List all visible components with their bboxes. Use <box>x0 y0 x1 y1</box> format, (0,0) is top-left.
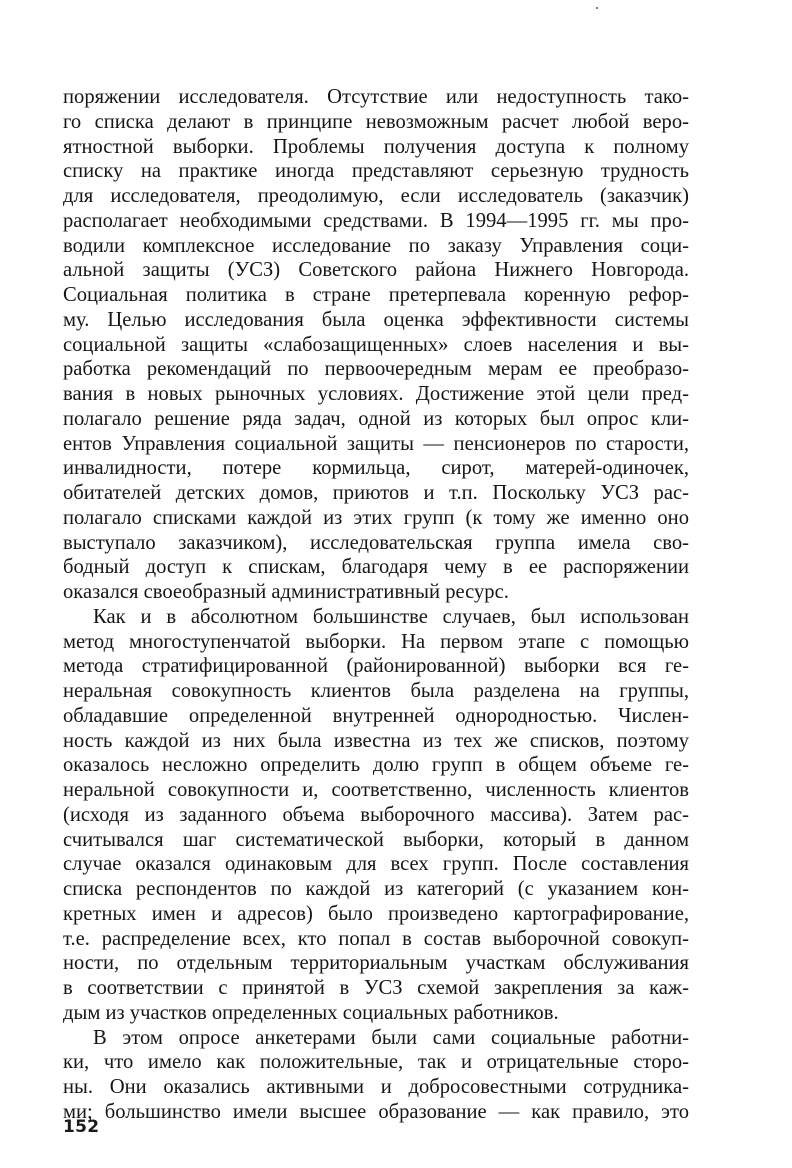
text-line: го списка делают в принципе невозможным расчет любой веро- <box>63 110 689 133</box>
text-line: случае оказался одинаковым для всех групп. После составления <box>63 853 689 876</box>
text-line: (исходя из заданного объема выборочного массива). Затем рас- <box>63 803 689 826</box>
text-line: работка рекомендаций по первоочередным мерам ее преобразо- <box>63 358 689 381</box>
text-line: для исследователя, преодолимую, если исследователь (заказчик) <box>63 185 689 207</box>
text-line: ность каждой из них была известна из тех же списков, поэтому <box>63 729 689 752</box>
text-line: дым из участков определенных социальных работников. <box>63 1001 559 1024</box>
text-line: списка респондентов по каждой из категорий (с указанием кон- <box>63 878 689 900</box>
text-line: ентов Управления социальной защиты — пенсионеров по старости, <box>63 432 689 455</box>
page-number: 152 <box>63 1117 100 1137</box>
text-line: водили комплексное исследование по заказу Управления соци- <box>63 234 689 257</box>
text-line: Как и в абсолютном большинстве случаев, был использован <box>93 605 689 628</box>
text-line: бодный доступ к спискам, благодаря чему в ее распоряжении <box>63 556 689 579</box>
text-line: ми; большинство имели высшее образование — как правило, это <box>63 1100 689 1123</box>
paragraph-1 <box>63 85 689 605</box>
text-line: обитателей детских домов, приютов и т.п. Поскольку УСЗ рас- <box>63 482 689 504</box>
paragraph-3 <box>63 1026 689 1125</box>
text-line: неральной совокупности и, соответственно, численность клиентов <box>63 779 689 801</box>
text-line: социальной защиты «слабозащищенных» слоев населения и вы- <box>63 333 689 356</box>
text-line: располагает необходимыми средствами. В 1994—1995 гг. мы про- <box>63 209 689 232</box>
text-line: обладавшие определенной внутренней однородностью. Числен- <box>63 704 689 727</box>
text-line: выступало заказчиком), исследовательская группа имела сво- <box>63 531 689 554</box>
text-line: ки, что имело как положительные, так и отрицательные сторо- <box>63 1051 689 1074</box>
text-line: полагало списками каждой из этих групп (к тому же именно оно <box>63 506 689 529</box>
text-line: неральная совокупность клиентов была разделена на группы, <box>63 680 689 702</box>
text-line: ности, по отдельным территориальным участкам обслуживания <box>63 952 689 975</box>
text-line: В этом опросе анкетерами были сами социальные работни- <box>93 1026 689 1049</box>
text-line: альной защиты (УСЗ) Советского района Нижнего Новгорода. <box>63 259 689 282</box>
text-line: в соответствии с принятой в УСЗ схемой закрепления за каж- <box>63 977 689 999</box>
paragraph-2 <box>63 605 689 1026</box>
text-line: списку на практике иногда представляют серьезную трудность <box>63 160 689 183</box>
text-line: т.е. распределение всех, кто попал в состав выборочной совокуп- <box>63 927 689 950</box>
text-line: ны. Они оказались активными и добросовестными сотрудника- <box>63 1076 689 1098</box>
text-line: метод многоступенчатой выборки. На первом этапе с помощью <box>63 630 689 653</box>
text-line: инвалидности, потере кормильца, сирот, матерей-одиночек, <box>63 457 689 480</box>
text-line: полагало решение ряда задач, одной из которых был опрос кли- <box>63 407 689 430</box>
text-line: поряжении исследователя. Отсутствие или недоступность тако- <box>63 86 689 108</box>
page-body <box>63 85 689 1125</box>
text-line: метода стратифицированной (районированной) выборки вся ге- <box>63 655 689 678</box>
text-line: считывался шаг систематической выборки, который в данном <box>63 828 689 851</box>
text-line: Социальная политика в стране претерпевала коренную рефор- <box>63 284 689 306</box>
scan-speck <box>596 7 598 9</box>
text-line: кретных имен и адресов) было произведено картографирование, <box>63 902 689 925</box>
text-line: му. Целью исследования была оценка эффективности системы <box>63 308 689 331</box>
text-line: ятностной выборки. Проблемы получения доступа к полному <box>63 135 689 158</box>
text-line: вания в новых рыночных условиях. Достижение этой цели пред- <box>63 383 689 405</box>
text-line: оказался своеобразный административный ресурс. <box>63 581 509 603</box>
text-line: оказалось несложно определить долю групп в общем объеме ге- <box>63 754 689 777</box>
